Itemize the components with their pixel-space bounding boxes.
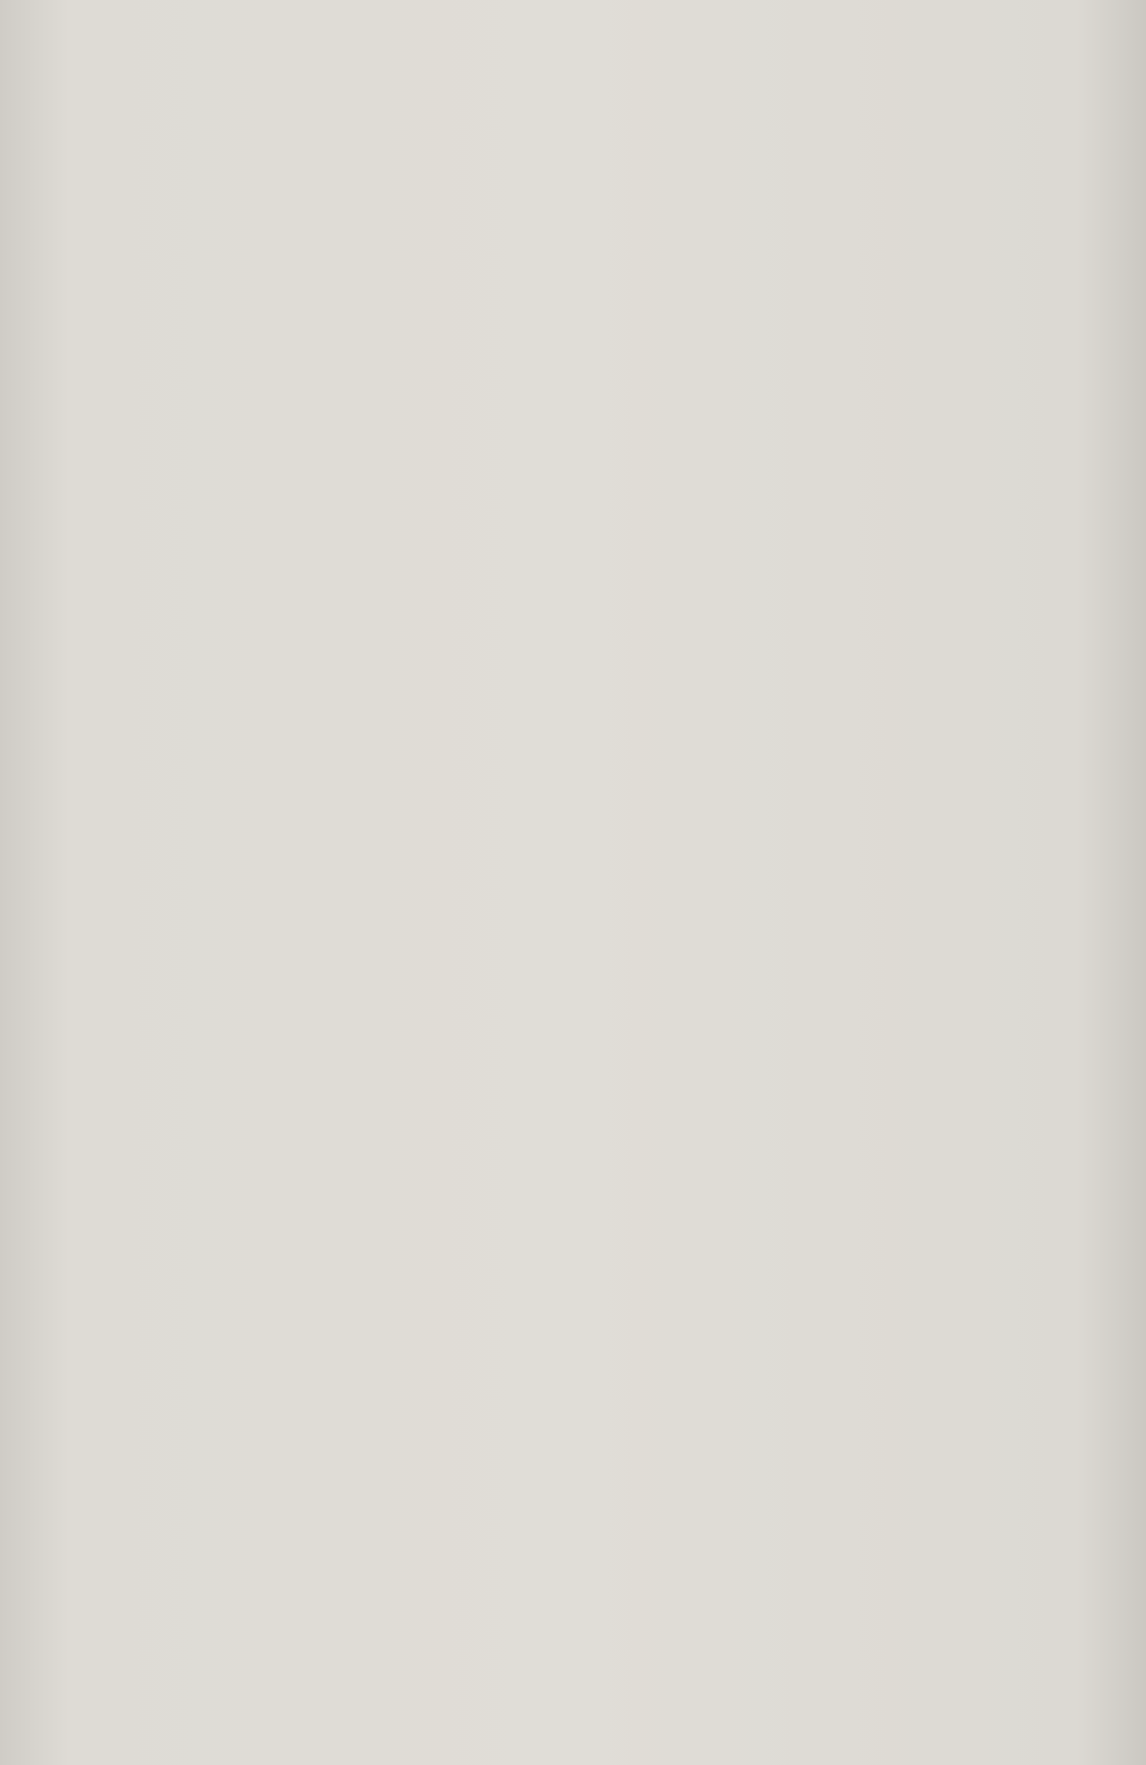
book-page <box>0 0 1146 1765</box>
